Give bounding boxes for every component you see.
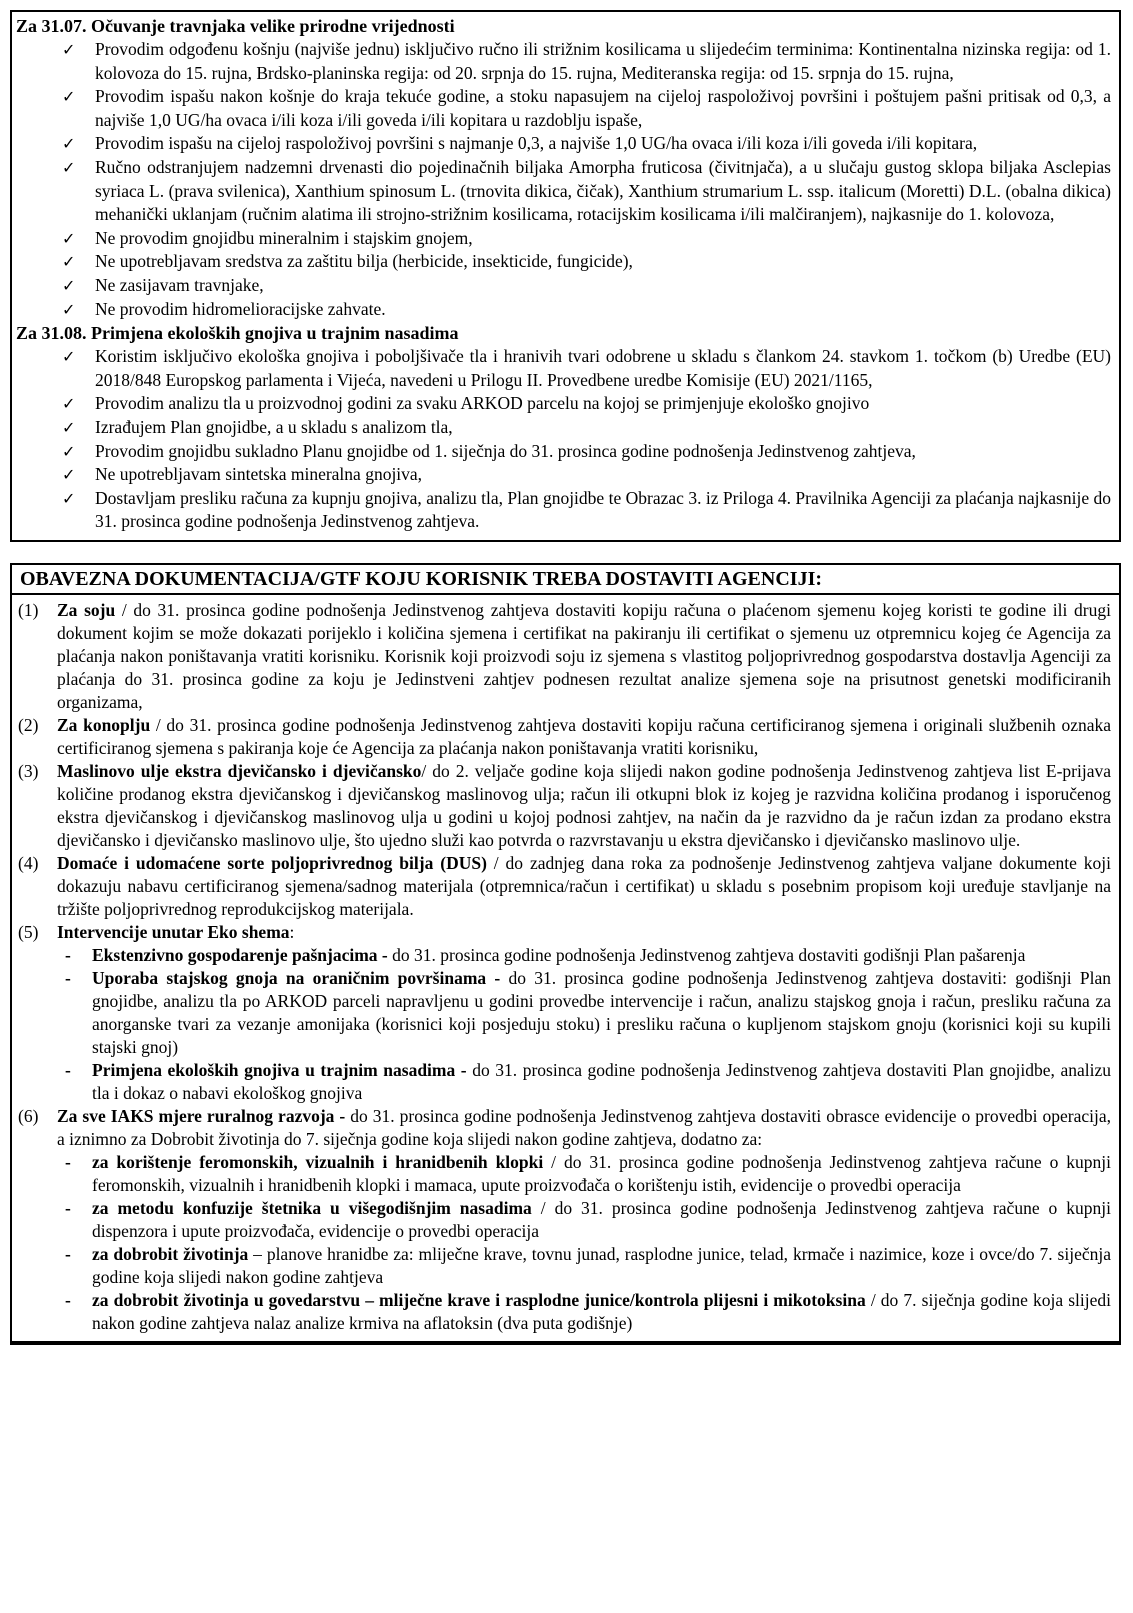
numbered-item (16, 852, 1111, 921)
sub-item (57, 1151, 1111, 1197)
sub-item (57, 1197, 1111, 1243)
item-bold-text: Maslinovo ulje ekstra djevičansko i djevičansko (57, 760, 422, 781)
numbered-item (16, 760, 1111, 852)
dash-bullet: - (65, 1059, 71, 1080)
item-bold-text: za korištenje feromonskih, vizualnih i hranidbenih klopki (92, 1151, 544, 1172)
sub-item-body (92, 1151, 1111, 1197)
item-bold-text: Domaće i udomaćene sorte poljoprivrednog bilja (DUS) (57, 852, 487, 873)
sub-item-body (92, 1289, 1111, 1335)
checkmark-icon: ✓ (62, 347, 76, 367)
checkmark-icon: ✓ (62, 394, 76, 414)
checklist-item-text: Provodim ispašu nakon košnje do kraja tekuće godine, a stoku napasujem na cijeloj raspoloživoj površini i poštujem pašni pritisak od 0,3, a najviše 1,0 UG/ha ovaca i/ili koza i/ili goveda i/ili kopitara u razdoblju ispaše, (95, 86, 1111, 130)
item-text: / do 31. prosinca godine podnošenja Jedinstvenog zahtjeva račune o kupnji feromonskih, vizualnih i hranidbenih klopki i mamaca, upute proizvođača o korištenju istih, evidencije o provedbi operacija (92, 1151, 1111, 1195)
documentation-body (12, 595, 1119, 1341)
item-text: do 31. prosinca godine podnošenja Jedinstvenog zahtjeva dostaviti obrasce evidencije o provedbi operacija, a iznimno za Dobrobit životinja do 7. siječnja godine koja slijedi nakon godine zahtjeva, dodatno za: (57, 1105, 1111, 1149)
sub-item-body (92, 1243, 1111, 1289)
item-body (57, 852, 1111, 921)
item-bold-text: Za sve IAKS mjere ruralnog razvoja - (57, 1105, 346, 1126)
checkmark-icon: ✓ (62, 488, 76, 508)
dash-bullet: - (65, 1151, 71, 1172)
checklist-item-text: Provodim ispašu na cijeloj raspoloživoj površini s najmanje 0,3, a najviše 1,0 UG/ha ovaca i/ili koza i/ili goveda i/ili kopitara, (95, 133, 978, 154)
checklist-item (16, 156, 1111, 227)
item-number: (3) (18, 760, 39, 781)
dash-bullet: - (65, 1243, 71, 1264)
checkmark-icon: ✓ (62, 465, 76, 485)
section-title: Za 31.08. Primjena ekoloških gnojiva u trajnim nasadima (16, 323, 459, 344)
item-number: (2) (18, 714, 39, 735)
checklist-item-text: Ne provodim hidromelioracijske zahvate. (95, 298, 386, 319)
item-bold-text: Primjena ekoloških gnojiva u trajnim nasadima - (92, 1059, 467, 1080)
item-number: (1) (18, 599, 39, 620)
item-text: do 31. prosinca godine podnošenja Jedinstvenog zahtjeva dostaviti: godišnji Plan gnojidbe, analizu tla po ARKOD parceli napravljenu u godini provedbe intervencije i račun, analizu stajskog gnoja i račun, presliku računa za anorganske tvari za vezanje amonijaka (korisnici koji posjeduju stoku) i presliku računa o kupljenom stajskom gnoju (korisnici koji su kupili stajski gnoj) (92, 967, 1111, 1057)
item-bold-text: Za soju (57, 599, 116, 620)
checkmark-icon: ✓ (62, 252, 76, 272)
checkmark-icon: ✓ (62, 228, 76, 248)
dash-bullet: - (65, 1197, 71, 1218)
dash-bullet: - (65, 944, 71, 965)
checklist-box (10, 10, 1121, 542)
checklist-item (16, 463, 1111, 487)
checklist-item-text: Koristim isključivo ekološka gnojiva i poboljšivače tla i hranivih tvari odobrene u skladu s člankom 24. stavkom 1. točkom (b) Uredbe (EU) 2018/848 Europskog parlamenta i Vijeća, navedeni u Prilogu II. Provedbene uredbe Komisije (EU) 2021/1165, (95, 346, 1111, 390)
checklist-item (16, 416, 1111, 440)
checklist-item-text: Ručno odstranjujem nadzemni drvenasti dio pojedinačnih biljaka Amorpha fruticosa (čivitnjača), a u slučaju gustog sklopa biljaka Asclepias syriaca L. (prava svilenica), Xanthium spinosum L. (trnovita dikica, čičak), Xanthium strumarium L. ssp. italicum (Moretti) D.L. (obalna dikica) mehanički uklanjam (ručnim alatima ili strojno-strižnim kosilicama, rotacijskim kosilicama i/ili malčiranjem), najkasnije do 1. kolovoza, (95, 156, 1111, 225)
item-body (57, 921, 1111, 944)
sub-item (57, 944, 1111, 967)
checklist-item (16, 227, 1111, 251)
item-number: (6) (18, 1105, 39, 1126)
checklist-item-text: Ne zasijavam travnjake, (95, 274, 264, 295)
checklist-item-text: Ne provodim gnojidbu mineralnim i stajskim gnojem, (95, 227, 473, 248)
sub-item (57, 967, 1111, 1059)
item-text: / do 31. prosinca godine podnošenja Jedinstvenog zahtjeva dostaviti kopiju računa certificiranog sjemena i originali službenih oznaka certificiranog sjemena s pakiranja koje će Agencija za plaćanja nakon poništavanja vratiti korisniku, (57, 714, 1112, 758)
item-text: / do 31. prosinca godine podnošenja Jedinstvenog zahtjeva račune o kupnji dispenzora i upute proizvođača, evidencije o provedbi operacija (92, 1197, 1111, 1241)
item-bold-text: za dobrobit životinja u govedarstvu – mliječne krave i rasplodne junice/kontrola plijesni i mikotoksina (92, 1289, 866, 1310)
checklist-item-text: Ne upotrebljavam sredstva za zaštitu bilja (herbicide, insekticide, fungicide), (95, 251, 633, 272)
numbered-item (16, 1105, 1111, 1335)
item-body (57, 1105, 1111, 1151)
item-bold-text: Intervencije unutar Eko shema (57, 921, 290, 942)
checkmark-icon: ✓ (62, 157, 76, 177)
item-text: : (289, 921, 295, 942)
checklist-item (16, 487, 1111, 534)
item-bold-text: Za konoplju (57, 714, 151, 735)
documentation-box (10, 563, 1121, 1345)
item-number: (5) (18, 921, 39, 942)
checkmark-icon: ✓ (62, 417, 76, 437)
checkmark-icon: ✓ (62, 40, 76, 59)
checklist-item-text: Izrađujem Plan gnojidbe, a u skladu s analizom tla, (95, 416, 453, 437)
checklist-item-text: Provodim gnojidbu sukladno Planu gnojidbe od 1. siječnja do 31. prosinca godine podnošenja Jedinstvenog zahtjeva, (95, 440, 916, 461)
checklist-item-text: Provodim odgođenu košnju (najviše jednu) isključivo ručno ili strižnim kosilicama u slijedećim terminima: Kontinentalna nizinska regija: od 1. kolovoza do 15. rujna, Brdsko-planinska regija: od 20. srpnja do 15. rujna, Mediteranska regija: od 15. srpnja do 15. rujna, (95, 39, 1111, 83)
item-number: (4) (18, 852, 39, 873)
checklist-item (16, 38, 1111, 85)
checklist-item (16, 132, 1111, 156)
item-bold-text: za dobrobit životinja (92, 1243, 249, 1264)
sub-item-body (92, 944, 1111, 967)
item-bold-text: Uporaba stajskog gnoja na oraničnim površinama - (92, 967, 501, 988)
checkmark-icon: ✓ (62, 275, 76, 295)
item-text: / do 7. siječnja godine koja slijedi nakon godine zahtjeva nalaz analize krmiva na aflatoksin (dva puta godišnje) (92, 1289, 1111, 1333)
item-text: / do 2. veljače godine koja slijedi nakon godine podnošenja Jedinstvenog zahtjeva list E-prijava količine prodanog ekstra djevičanskog i djevičanskog maslinovog ulja; račun ili otkupni blok iz kojeg je razvidna količina prodanog i isporučenog ekstra djevičanskog i djevičanskog maslinovog ulja u godini u kojoj podnosi zahtjev, na način da je razvidno da je račun izdan za prodano ekstra djevičansko i djevičansko maslinovo ulje, što ujedno služi kao potvrda o razvrstavanju u ekstra djevičansko i djevičansko maslinovo ulje. (57, 760, 1111, 850)
item-body (57, 714, 1111, 760)
sub-item (57, 1243, 1111, 1289)
dash-bullet: - (65, 967, 71, 988)
sub-item (57, 1059, 1111, 1105)
checklist-item (16, 85, 1111, 132)
item-text: / do zadnjeg dana roka za podnošenje Jedinstvenog zahtjeva valjane dokumente koji dokazuju nabavu certificiranog sjemena/sadnog materijala (otpremnica/račun i certifikat) u skladu s posebnim propisom koji uređuje stavljanje na tržište poljoprivrednog reprodukcijskog materijala. (57, 852, 1111, 919)
sub-item-body (92, 1059, 1111, 1105)
checklist-item (16, 298, 1111, 322)
numbered-item (16, 599, 1111, 714)
item-text: do 31. prosinca godine podnošenja Jedinstvenog zahtjeva dostaviti godišnji Plan pašarenja (387, 944, 1026, 965)
checkmark-icon: ✓ (62, 299, 76, 319)
documentation-title: OBAVEZNA DOKUMENTACIJA/GTF KOJU KORISNIK TREBA DOSTAVITI AGENCIJI: (12, 565, 1119, 595)
checkmark-icon: ✓ (62, 441, 76, 461)
dash-bullet: - (65, 1289, 71, 1310)
sub-item (57, 1289, 1111, 1335)
item-text: do 31. prosinca godine podnošenja Jedinstvenog zahtjeva dostaviti Plan gnojidbe, analizu tla i dokaz o nabavi ekološkog gnojiva (92, 1059, 1111, 1103)
checklist-item (16, 392, 1111, 416)
numbered-item (16, 921, 1111, 1105)
item-bold-text: Ekstenzivno gospodarenje pašnjacima - (92, 944, 388, 965)
item-body (57, 599, 1111, 714)
checklist-item (16, 250, 1111, 274)
checkmark-icon: ✓ (62, 87, 76, 107)
document-page (0, 10, 1133, 1345)
checklist-item (16, 440, 1111, 464)
sub-item-body (92, 1197, 1111, 1243)
section-title: Za 31.07. Očuvanje travnjaka velike prirodne vrijednosti (16, 16, 455, 36)
numbered-item (16, 714, 1111, 760)
checklist-item-text: Ne upotrebljavam sintetska mineralna gnojiva, (95, 464, 423, 485)
checklist-item (16, 345, 1111, 392)
sub-item-body (92, 967, 1111, 1059)
checklist-item-text: Dostavljam presliku računa za kupnju gnojiva, analizu tla, Plan gnojidbe te Obrazac 3. iz Priloga 4. Pravilnika Agenciji za plaćanja najkasnije do 31. prosinca godine podnošenja Jedinstvenog zahtjeva. (95, 487, 1111, 532)
item-text: – planove hranidbe za: mliječne krave, tovnu junad, rasplodne junice, telad, krmače i nazimice, koze i ovce/do 7. siječnja godine koja slijedi nakon godine zahtjeva (92, 1243, 1111, 1287)
checklist-item (16, 274, 1111, 298)
checklist-item-text: Provodim analizu tla u proizvodnoj godini za svaku ARKOD parcelu na kojoj se primjenjuje ekološko gnojivo (95, 393, 870, 414)
checkmark-icon: ✓ (62, 134, 76, 154)
item-bold-text: za metodu konfuzije štetnika u višegodišnjim nasadima (92, 1197, 532, 1218)
item-body (57, 760, 1111, 852)
item-text: / do 31. prosinca godine podnošenja Jedinstvenog zahtjeva dostaviti kopiju računa o plaćenom sjemenu kojeg koristi te godine ili drugi dokument kojim se može dokazati porijeklo i količina sjemena i certifikat na pakiranju ili certifikat o sjemenu uz otpremnicu kojeg će Agencija za plaćanja nakon poništavanja vratiti korisniku. Korisnik koji proizvodi soju iz sjemena s vlastitog poljoprivrednog gospodarstva dostavlja Agenciji za plaćanja do 31. prosinca godine za koju je Jedinstveni zahtjev podnesen rezultat analize sjemena soje na prisutnost genetski modificiranih organizama, (57, 599, 1111, 712)
